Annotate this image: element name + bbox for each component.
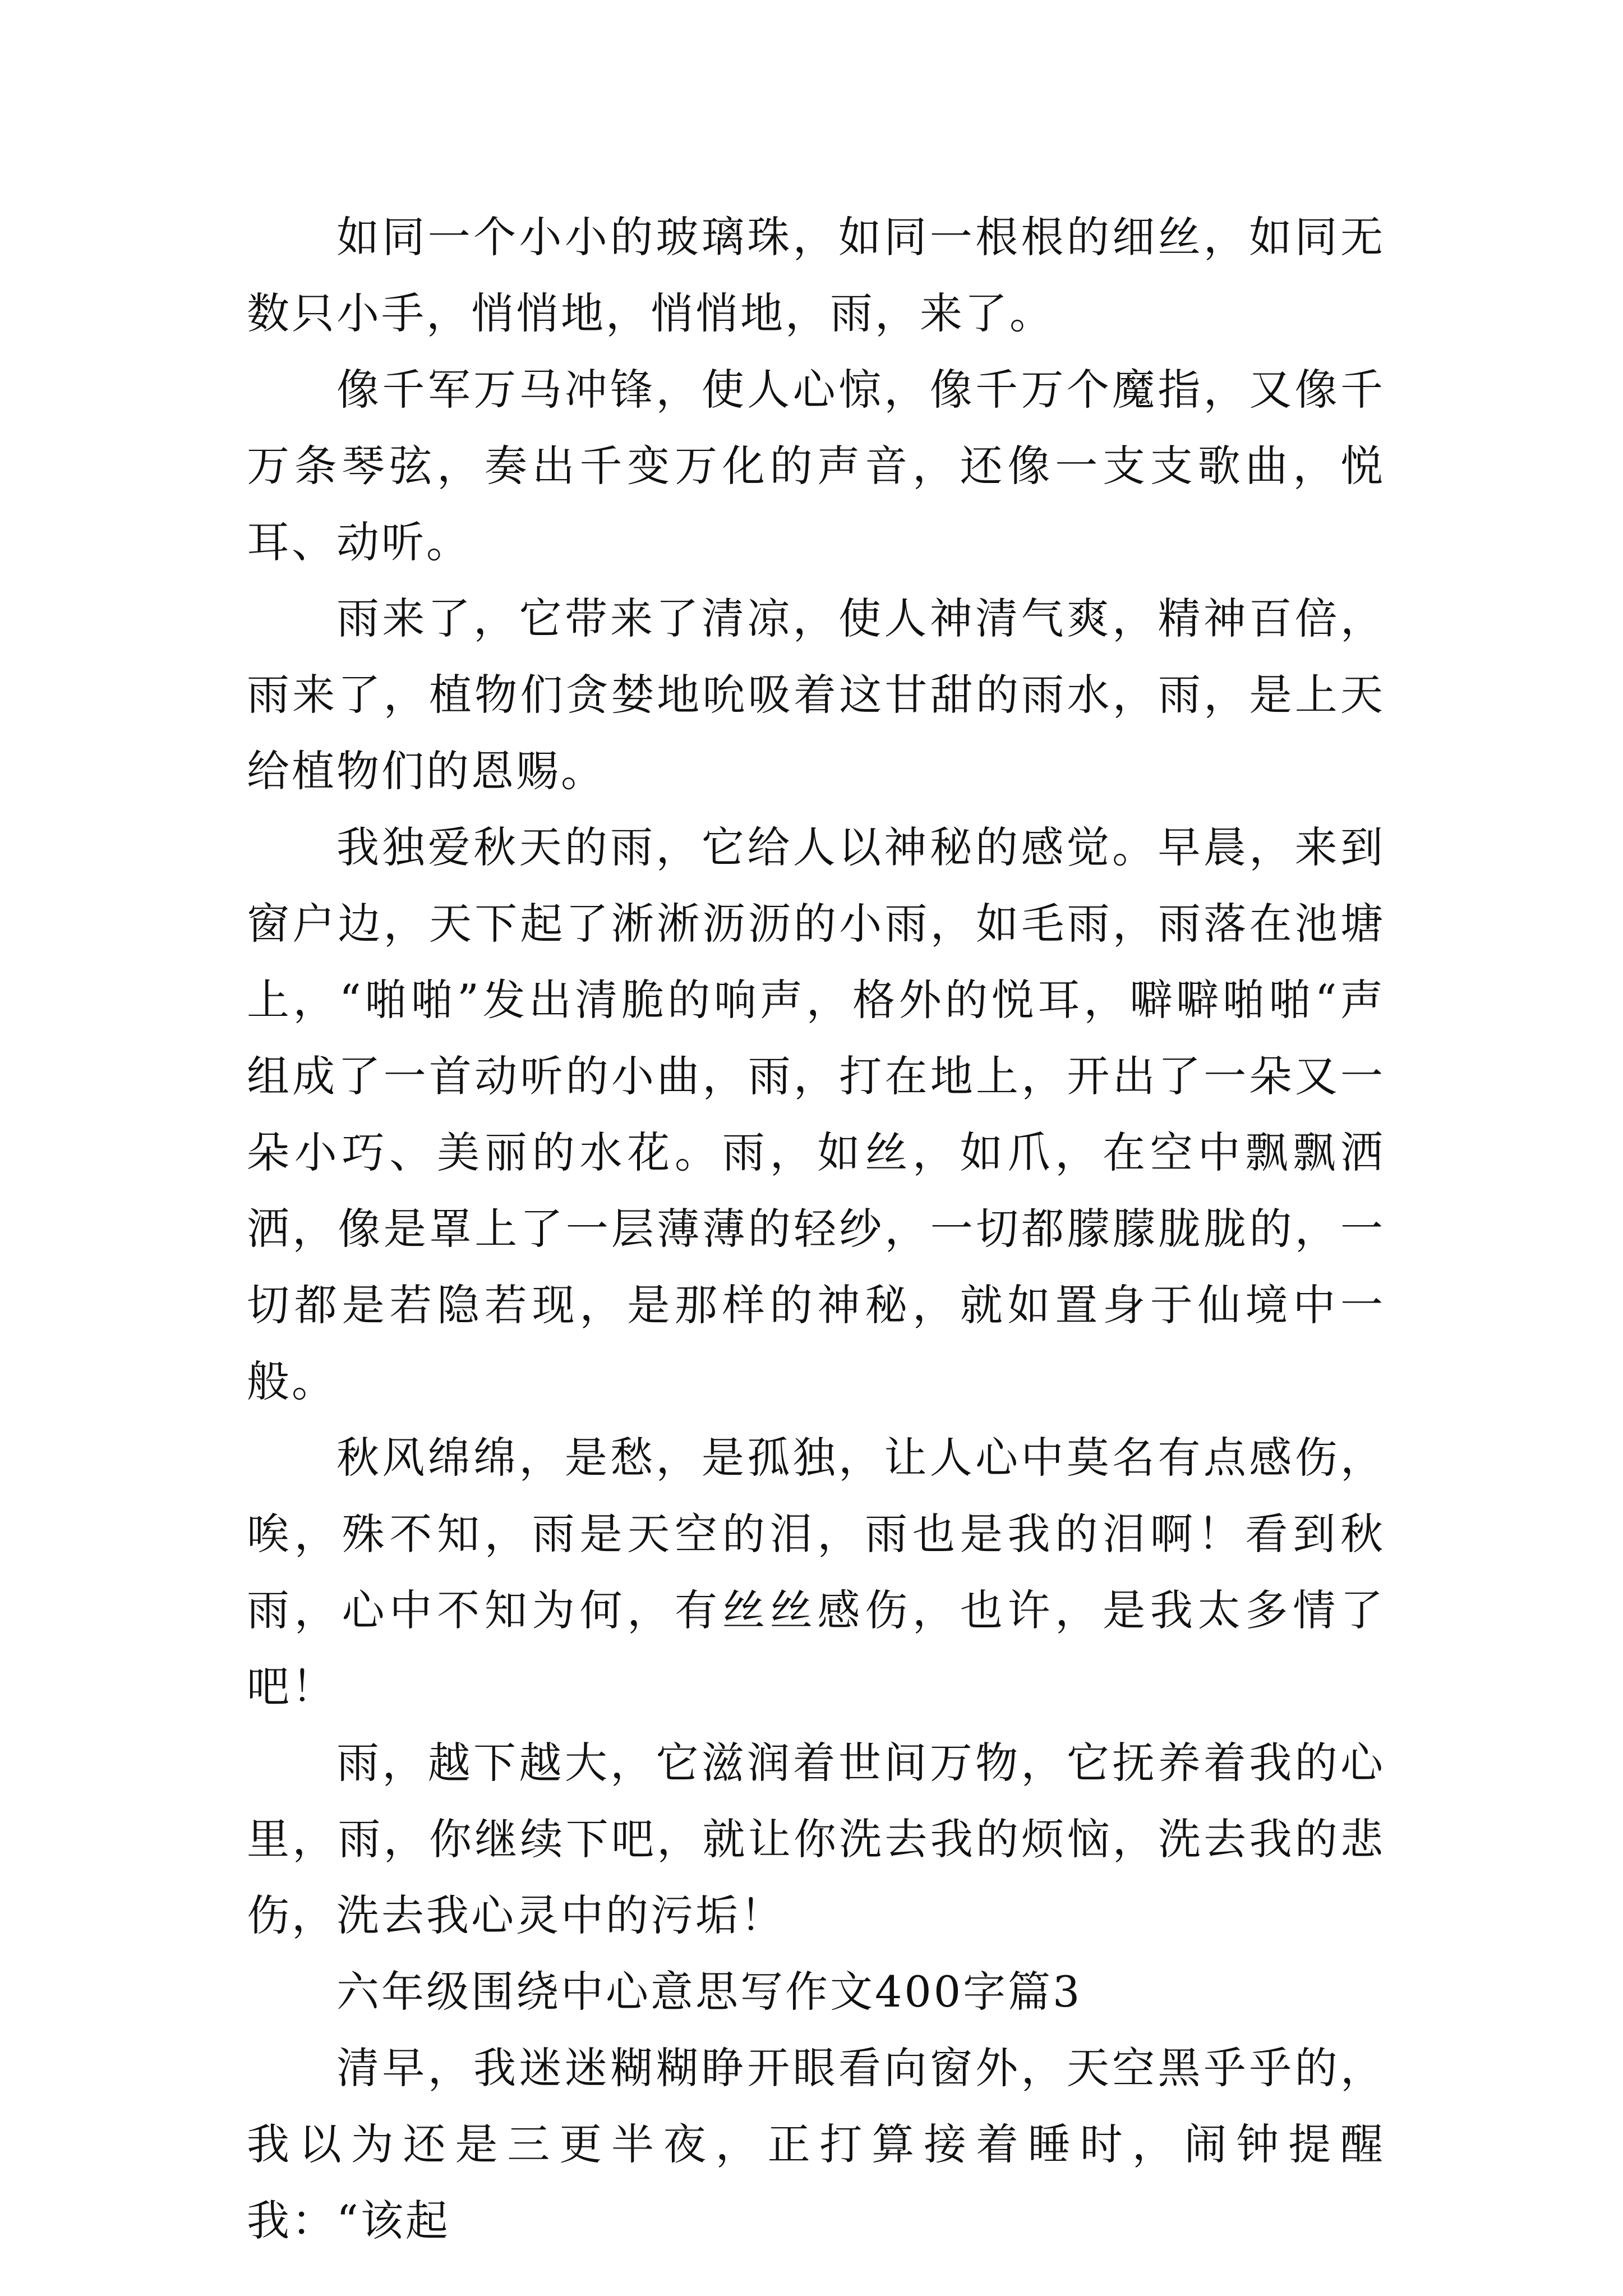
paragraph-7: 清早，我迷迷糊糊睁开眼看向窗外，天空黑乎乎的，我以为还是三更半夜，正打算接着睡时，闹钟提醒我：“该起 <box>247 2043 1385 2246</box>
paragraph-6: 雨，越下越大，它滋润着世间万物，它抚养着我的心里，雨，你继续下吧，就让你洗去我的烦恼，洗去我的悲伤，洗去我心灵中的污垢！ <box>247 1738 1385 1940</box>
paragraph-1: 如同一个小小的玻璃珠，如同一根根的细丝，如同无数只小手，悄悄地，悄悄地，雨，来了。 <box>247 212 1385 338</box>
body-text <box>247 199 1385 2259</box>
paragraph-3: 雨来了，它带来了清凉，使人神清气爽，精神百倍，雨来了，植物们贪婪地吮吸着这甘甜的雨水，雨，是上天给植物们的恩赐。 <box>247 593 1385 796</box>
section-heading: 六年级围绕中心意思写作文400字篇3 <box>336 1967 1082 2017</box>
paragraph-5: 秋风绵绵，是愁，是孤独，让人心中莫名有点感伤，唉，殊不知，雨是天空的泪，雨也是我的泪啊！看到秋雨，心中不知为何，有丝丝感伤，也许，是我太多情了吧！ <box>247 1433 1385 1711</box>
paragraph-4: 我独爱秋天的雨，它给人以神秘的感觉。早晨，来到窗户边，天下起了淅淅沥沥的小雨，如毛雨，雨落在池塘上，“啪啪”发出清脆的响声，格外的悦耳，噼噼啪啪“声组成了一首动听的小曲，雨，打在地上，开出了一朵又一朵小巧、美丽的水花。雨，如丝，如爪，在空中飘飘洒洒，像是罩上了一层薄薄的轻纱，一切都朦朦胧胧的，一切都是若隐若现，是那样的神秘，就如置身于仙境中一般。 <box>247 822 1385 1406</box>
paragraph-2: 像千军万马冲锋，使人心惊，像千万个魔指，又像千万条琴弦，奏出千变万化的声音，还像一支支歌曲，悦耳、动听。 <box>247 365 1385 567</box>
